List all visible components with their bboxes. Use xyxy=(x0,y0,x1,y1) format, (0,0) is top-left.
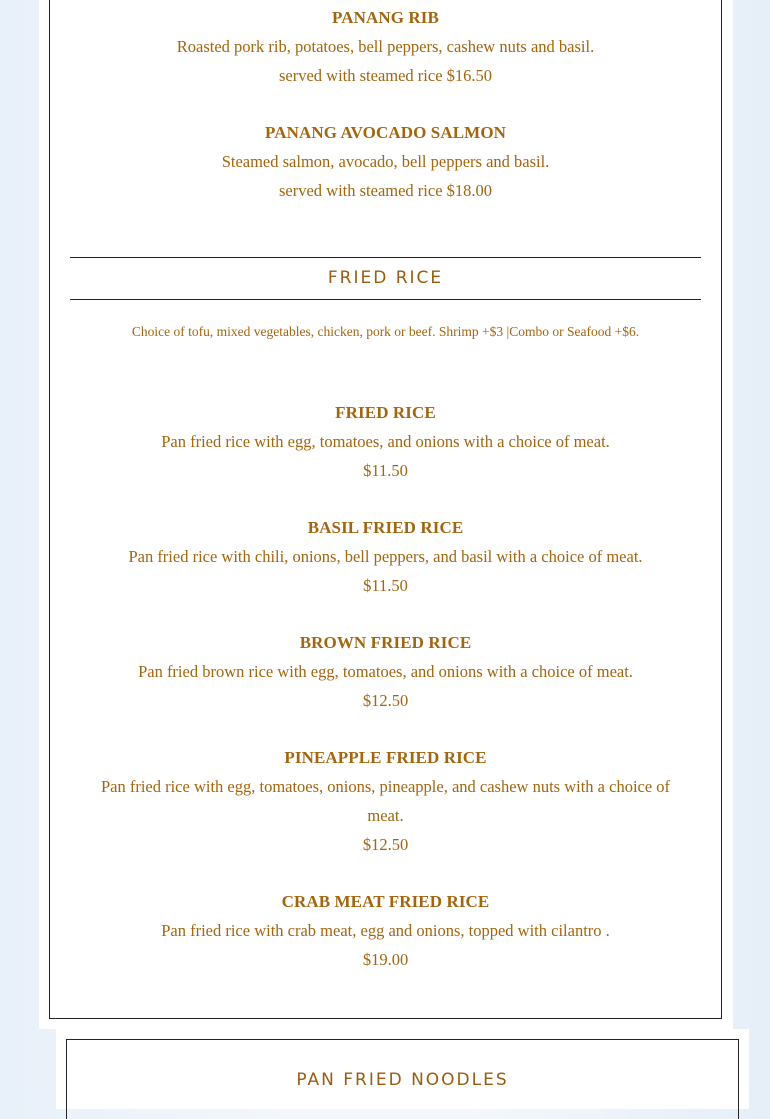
menu-card-main xyxy=(39,0,733,1029)
section-title-fried-rice: FRIED RICE xyxy=(327,268,444,288)
menu-item-pineapple-fried-rice xyxy=(50,747,721,859)
item-description: Pan fried rice with crab meat, egg and onions, topped with cilantro . xyxy=(161,921,610,940)
item-description: Steamed salmon, avocado, bell peppers and basil. xyxy=(221,152,550,171)
menu-card-next xyxy=(56,1029,749,1109)
item-price: served with steamed rice $16.50 xyxy=(278,66,493,85)
menu-frame xyxy=(66,1039,739,1119)
section-note-fried-rice: Choice of tofu, mixed vegetables, chicken, pork or beef. Shrimp +$3 |Combo or Seafood +$6. xyxy=(131,324,640,339)
item-name: CRAB MEAT FRIED RICE xyxy=(281,892,490,911)
item-description: Roasted pork rib, potatoes, bell peppers, cashew nuts and basil. xyxy=(176,37,595,56)
menu-item-basil-fried-rice xyxy=(50,517,721,600)
menu-item-crab-meat-fried-rice xyxy=(50,891,721,974)
item-name: PANANG AVOCADO SALMON xyxy=(264,123,507,142)
item-price: $12.50 xyxy=(362,835,409,854)
item-name: BROWN FRIED RICE xyxy=(299,633,472,652)
item-price: $12.50 xyxy=(362,691,409,710)
item-price: served with steamed rice $18.00 xyxy=(278,181,493,200)
menu-item-panang-rib xyxy=(50,7,721,90)
menu-item-brown-fried-rice xyxy=(50,632,721,715)
item-price: $19.00 xyxy=(362,950,409,969)
item-description: Pan fried rice with chili, onions, bell peppers, and basil with a choice of meat. xyxy=(128,547,643,566)
item-name: FRIED RICE xyxy=(335,403,436,422)
item-name: PANANG RIB xyxy=(332,8,439,27)
item-description: Pan fried rice with egg, tomatoes, onions, pineapple, and cashew nuts with a choice of meat. xyxy=(100,777,671,825)
item-name: PINEAPPLE FRIED RICE xyxy=(284,748,487,767)
item-price: $11.50 xyxy=(363,576,408,595)
item-price: $11.50 xyxy=(363,461,408,480)
menu-item-panang-avocado-salmon xyxy=(50,122,721,205)
section-divider-top xyxy=(70,257,701,258)
item-description: Pan fried rice with egg, tomatoes, and onions with a choice of meat. xyxy=(161,432,610,451)
item-description: Pan fried brown rice with egg, tomatoes, and onions with a choice of meat. xyxy=(138,662,633,681)
menu-frame xyxy=(49,0,722,1019)
section-divider-bottom xyxy=(70,299,701,300)
menu-item-fried-rice xyxy=(50,402,721,485)
section-title-pan-fried-noodles: PAN FRIED NOODLES xyxy=(296,1070,509,1090)
item-name: BASIL FRIED RICE xyxy=(307,518,464,537)
